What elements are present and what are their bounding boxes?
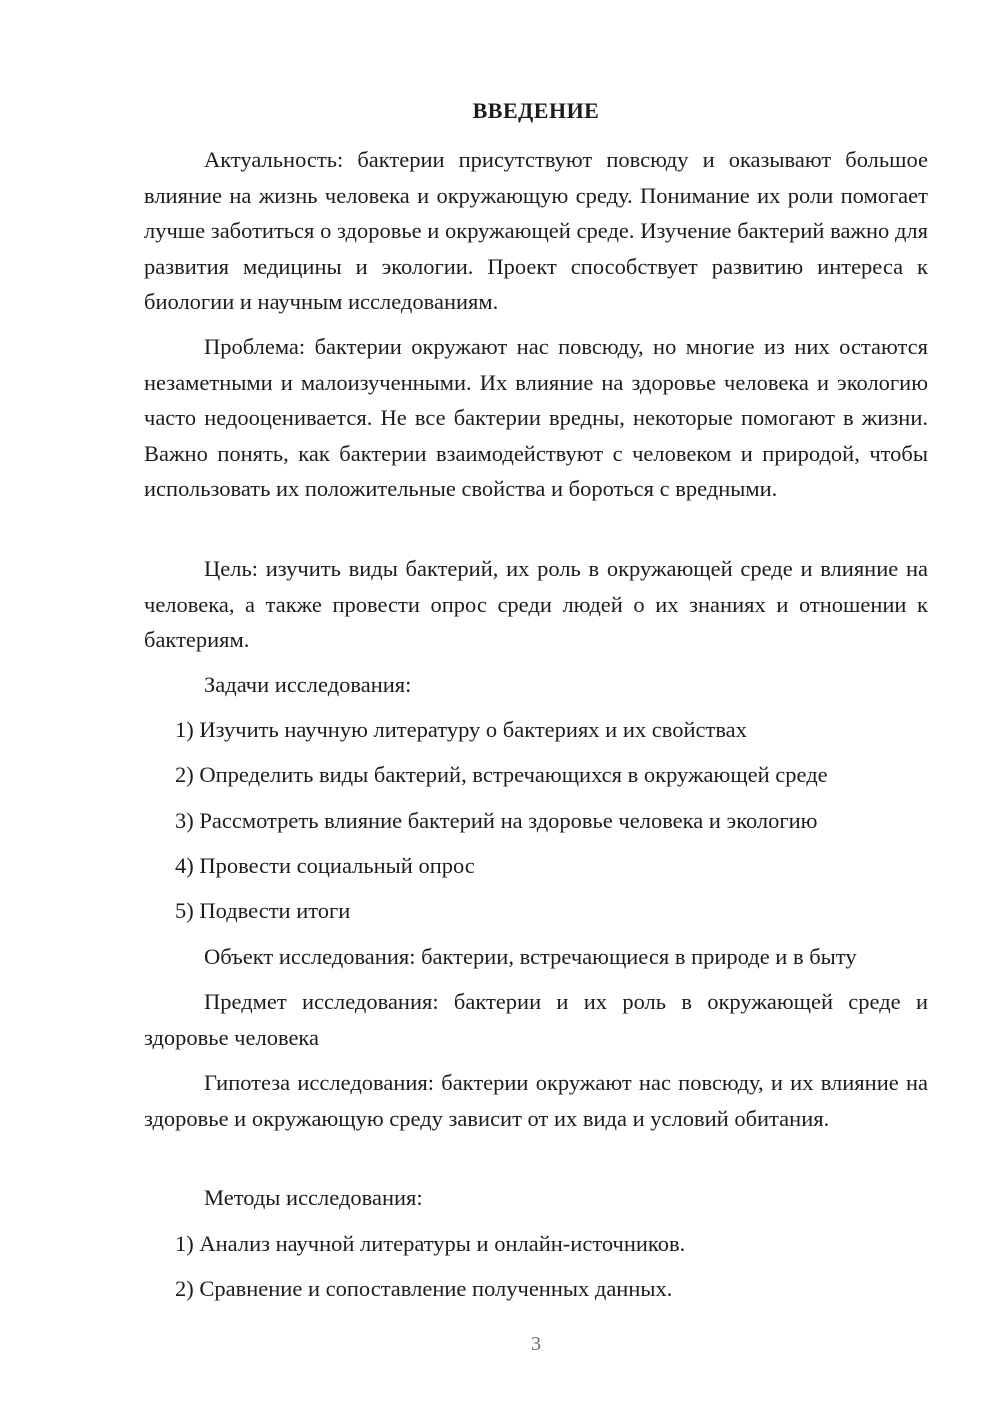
task-item: 3) Рассмотреть влияние бактерий на здоровье человека и экологию [175, 808, 818, 833]
object-paragraph [144, 939, 928, 975]
task-item: 1) Изучить научную литературу о бактериях и их свойствах [175, 717, 747, 742]
hypothesis-text: Гипотеза исследования: бактерии окружают нас повсюду, и их влияние на здоровье и окружающую среду зависит от их вида и условий обитания. [144, 1070, 928, 1131]
method-item: 2) Сравнение и сопоставление полученных данных. [175, 1276, 673, 1301]
page-number: 3 [531, 1333, 541, 1355]
section-heading: ВВЕДЕНИЕ [472, 98, 600, 123]
subject-paragraph [144, 984, 928, 1055]
goal-text: Цель: изучить виды бактерий, их роль в окружающей среде и влияние на человека, а также провести опрос среди людей о их знаниях и отношении к бактериям. [144, 556, 928, 652]
task-item: 5) Подвести итоги [175, 898, 351, 923]
methods-title-text: Методы исследования: [204, 1185, 423, 1210]
problem-text: Проблема: бактерии окружают нас повсюду, но многие из них остаются незаметными и малоизученными. Их влияние на здоровье человека и экологию часто недооценивается. Не все бактерии вредны, некоторые помогают в жизни. Важно понять, как бактерии взаимодействуют с человеком и природой, чтобы использовать их положительные свойства и бороться с вредными. [144, 334, 928, 501]
problem-paragraph [144, 329, 928, 507]
relevance-text: Актуальность: бактерии присутствуют повсюду и оказывают большое влияние на жизнь человека и окружающую среду. Понимание их роли помогает лучше заботиться о здоровье и окружающей среде. Изучение бактерий важно для развития медицины и экологии. Проект способствует развитию интереса к биологии и научным исследованиям. [144, 147, 928, 314]
relevance-paragraph [144, 142, 928, 320]
task-item: 2) Определить виды бактерий, встречающихся в окружающей среде [175, 762, 828, 787]
task-item: 4) Провести социальный опрос [175, 853, 475, 878]
methods-title [144, 1180, 928, 1216]
hypothesis-paragraph [144, 1065, 928, 1136]
goal-paragraph [144, 551, 928, 658]
object-text: Объект исследования: бактерии, встречающиеся в природе и в быту [204, 944, 857, 969]
subject-text: Предмет исследования: бактерии и их роль в окружающей среде и здоровье человека [144, 989, 928, 1050]
tasks-title [144, 667, 928, 703]
method-item: 1) Анализ научной литературы и онлайн-источников. [175, 1231, 686, 1256]
tasks-title-text: Задачи исследования: [204, 672, 412, 697]
